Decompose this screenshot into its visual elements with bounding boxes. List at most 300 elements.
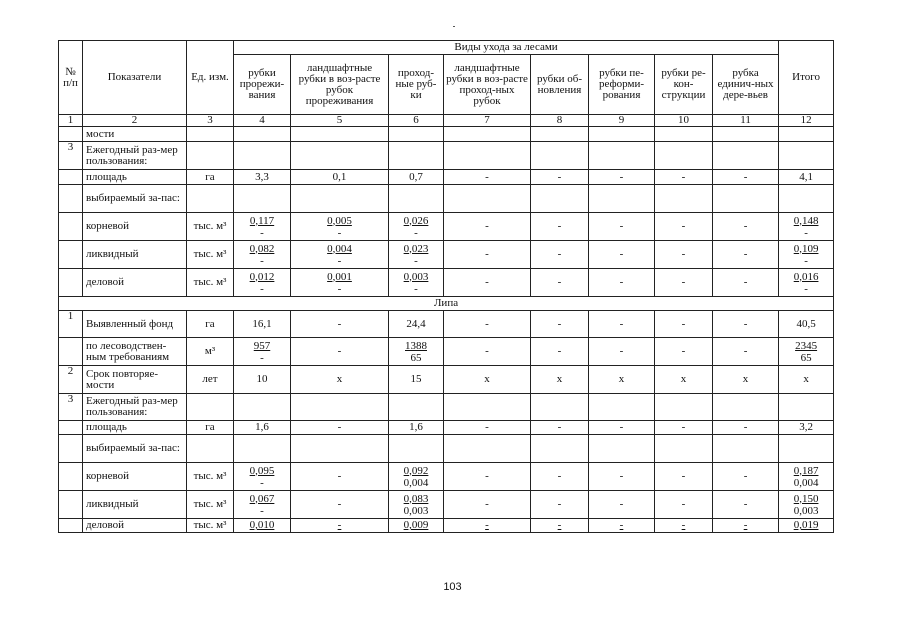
indicator-cell: ликвидный bbox=[83, 241, 187, 269]
value-cell: х bbox=[713, 366, 779, 394]
value-numerator: 0,003 bbox=[403, 270, 429, 283]
row-number bbox=[59, 269, 83, 297]
value-cell bbox=[234, 185, 291, 213]
value-fraction bbox=[795, 340, 817, 364]
value-denominator: - bbox=[804, 226, 808, 239]
unit-cell: тыс. м³ bbox=[187, 269, 234, 297]
value-cell: - bbox=[589, 170, 655, 185]
value-cell bbox=[589, 435, 655, 463]
value-numerator: 0,010 bbox=[249, 519, 275, 531]
value-fraction bbox=[794, 215, 819, 239]
value-cell: - bbox=[531, 241, 589, 269]
value-cell bbox=[444, 435, 531, 463]
value-cell bbox=[234, 142, 291, 170]
value-fraction bbox=[404, 493, 429, 517]
value-numerator: 0,109 bbox=[793, 242, 819, 255]
indicator-cell: Ежегодный раз-мер пользования: bbox=[83, 142, 187, 170]
value-cell bbox=[779, 435, 834, 463]
value-cell bbox=[389, 127, 444, 142]
unit-cell: га bbox=[187, 421, 234, 435]
value-numerator: 0,012 bbox=[249, 270, 275, 283]
value-cell: - bbox=[291, 463, 389, 491]
value-cell: - bbox=[444, 338, 531, 366]
value-denominator: 65 bbox=[800, 351, 812, 364]
value-cell: - bbox=[655, 170, 713, 185]
row-number bbox=[59, 127, 83, 142]
column-number: 7 bbox=[444, 115, 531, 127]
value-cell bbox=[779, 241, 834, 269]
value-cell: - bbox=[589, 241, 655, 269]
unit-cell bbox=[187, 185, 234, 213]
value-cell: 4,1 bbox=[779, 170, 834, 185]
value-numerator: 0,082 bbox=[249, 242, 275, 255]
header-indicator: Показатели bbox=[83, 41, 187, 115]
value-numerator: 0,067 bbox=[249, 492, 275, 505]
value-fraction bbox=[250, 493, 275, 517]
value-cell bbox=[234, 435, 291, 463]
value-numerator: 0,001 bbox=[327, 270, 352, 283]
row-number bbox=[59, 170, 83, 185]
value-numerator: 0,083 bbox=[403, 492, 429, 505]
value-cell bbox=[589, 519, 655, 533]
value-cell: - bbox=[444, 421, 531, 435]
value-denominator: - bbox=[337, 226, 342, 239]
value-cell bbox=[291, 213, 389, 241]
value-cell: - bbox=[713, 241, 779, 269]
column-number: 12 bbox=[779, 115, 834, 127]
value-denominator: - bbox=[804, 254, 808, 267]
header-care-type: проход-ные руб-ки bbox=[389, 55, 444, 115]
value-cell: 10 bbox=[234, 366, 291, 394]
value-cell: - bbox=[531, 421, 589, 435]
value-cell bbox=[655, 185, 713, 213]
table-row bbox=[59, 213, 834, 241]
value-cell: х bbox=[589, 366, 655, 394]
table-row bbox=[59, 435, 834, 463]
value-cell bbox=[713, 435, 779, 463]
indicator-cell: Ежегодный раз-мер пользования: bbox=[83, 394, 187, 421]
value-denominator: 0,004 bbox=[793, 476, 819, 489]
value-denominator: - bbox=[337, 254, 342, 267]
value-cell bbox=[779, 463, 834, 491]
value-cell bbox=[779, 269, 834, 297]
row-number: 2 bbox=[59, 366, 83, 394]
value-denominator: - bbox=[260, 504, 264, 517]
value-fraction bbox=[250, 465, 275, 489]
indicator-cell: корневой bbox=[83, 213, 187, 241]
value-cell bbox=[713, 185, 779, 213]
value-cell bbox=[531, 185, 589, 213]
header-total: Итого bbox=[779, 41, 834, 115]
header-care-type: рубки ре-кон-струкции bbox=[655, 55, 713, 115]
indicator-cell: площадь bbox=[83, 170, 187, 185]
header-unit: Ед. изм. bbox=[187, 41, 234, 115]
value-cell: - bbox=[291, 338, 389, 366]
value-cell: - bbox=[655, 311, 713, 338]
row-number bbox=[59, 463, 83, 491]
unit-cell bbox=[187, 142, 234, 170]
value-denominator: 0,003 bbox=[403, 504, 429, 517]
value-cell bbox=[589, 142, 655, 170]
table-row bbox=[59, 311, 834, 338]
value-cell: - bbox=[444, 311, 531, 338]
value-cell bbox=[389, 185, 444, 213]
value-cell: - bbox=[291, 311, 389, 338]
value-fraction bbox=[794, 493, 819, 517]
indicator-cell: корневой bbox=[83, 463, 187, 491]
unit-cell: тыс. м³ bbox=[187, 213, 234, 241]
value-cell: 1,6 bbox=[389, 421, 444, 435]
value-denominator: - bbox=[260, 476, 264, 489]
value-numerator: 1388 bbox=[405, 339, 427, 352]
column-number: 10 bbox=[655, 115, 713, 127]
value-cell: - bbox=[444, 491, 531, 519]
value-cell: х bbox=[444, 366, 531, 394]
value-cell bbox=[655, 127, 713, 142]
value-cell: - bbox=[655, 241, 713, 269]
value-numerator: 0,004 bbox=[327, 242, 352, 255]
value-cell: 0,7 bbox=[389, 170, 444, 185]
unit-cell: лет bbox=[187, 366, 234, 394]
value-cell bbox=[713, 394, 779, 421]
value-denominator: - bbox=[260, 282, 264, 295]
value-fraction bbox=[254, 340, 271, 364]
column-number: 8 bbox=[531, 115, 589, 127]
value-cell bbox=[655, 394, 713, 421]
value-denominator: 65 bbox=[410, 351, 422, 364]
value-fraction bbox=[250, 215, 274, 239]
value-numerator: 0,005 bbox=[327, 214, 352, 227]
value-denominator: 0,004 bbox=[403, 476, 429, 489]
value-cell bbox=[444, 519, 531, 533]
value-cell: - bbox=[444, 269, 531, 297]
row-number: 3 bbox=[59, 142, 83, 170]
unit-cell bbox=[187, 127, 234, 142]
value-cell bbox=[291, 241, 389, 269]
value-fraction bbox=[327, 271, 352, 295]
value-cell bbox=[291, 519, 389, 533]
value-fraction bbox=[405, 340, 427, 364]
section-row bbox=[59, 297, 834, 311]
value-numerator: 0,026 bbox=[403, 214, 429, 227]
value-numerator: 957 bbox=[253, 339, 271, 352]
value-cell: - bbox=[444, 463, 531, 491]
value-cell bbox=[234, 491, 291, 519]
value-cell: - bbox=[589, 463, 655, 491]
value-fraction bbox=[404, 271, 429, 295]
value-cell bbox=[589, 394, 655, 421]
value-cell: - bbox=[713, 491, 779, 519]
row-number bbox=[59, 213, 83, 241]
value-cell bbox=[779, 519, 834, 533]
value-cell bbox=[389, 519, 444, 533]
value-cell: 0,1 bbox=[291, 170, 389, 185]
table-row bbox=[59, 241, 834, 269]
value-cell bbox=[589, 127, 655, 142]
value-numerator: 0,016 bbox=[793, 270, 819, 283]
value-denominator: - bbox=[414, 226, 418, 239]
value-cell bbox=[531, 435, 589, 463]
value-fraction bbox=[794, 465, 819, 489]
indicator-cell: выбираемый за-пас: bbox=[83, 435, 187, 463]
value-cell: - bbox=[589, 421, 655, 435]
indicator-cell: по лесоводствен-ным требованиям bbox=[83, 338, 187, 366]
unit-cell: тыс. м³ bbox=[187, 463, 234, 491]
value-cell: - bbox=[655, 269, 713, 297]
value-cell: 40,5 bbox=[779, 311, 834, 338]
unit-cell: га bbox=[187, 170, 234, 185]
value-cell bbox=[291, 185, 389, 213]
value-cell bbox=[389, 241, 444, 269]
header-care-type: рубка единич-ных дере-вьев bbox=[713, 55, 779, 115]
value-cell: 24,4 bbox=[389, 311, 444, 338]
value-cell: 15 bbox=[389, 366, 444, 394]
value-cell: - bbox=[713, 311, 779, 338]
value-cell: - bbox=[655, 491, 713, 519]
column-number: 5 bbox=[291, 115, 389, 127]
value-cell bbox=[389, 491, 444, 519]
value-cell bbox=[779, 338, 834, 366]
value-cell: - bbox=[589, 311, 655, 338]
table-row bbox=[59, 338, 834, 366]
unit-cell: тыс. м³ bbox=[187, 491, 234, 519]
value-cell: х bbox=[291, 366, 389, 394]
value-cell bbox=[389, 142, 444, 170]
value-cell bbox=[389, 213, 444, 241]
value-cell bbox=[444, 185, 531, 213]
value-cell: - bbox=[713, 463, 779, 491]
value-fraction bbox=[327, 243, 352, 267]
row-number: 1 bbox=[59, 311, 83, 338]
value-denominator: - bbox=[414, 254, 418, 267]
value-cell: - bbox=[589, 269, 655, 297]
value-denominator: - bbox=[337, 282, 342, 295]
value-cell bbox=[234, 269, 291, 297]
unit-cell: га bbox=[187, 311, 234, 338]
header-care-type: рубки пе-реформи-рования bbox=[589, 55, 655, 115]
value-cell: - bbox=[531, 463, 589, 491]
row-number bbox=[59, 185, 83, 213]
value-numerator: - bbox=[557, 519, 562, 531]
value-cell bbox=[779, 142, 834, 170]
value-fraction bbox=[404, 215, 429, 239]
value-cell bbox=[389, 269, 444, 297]
value-numerator: 0,148 bbox=[793, 214, 819, 227]
value-fraction bbox=[794, 271, 819, 295]
value-fraction bbox=[250, 271, 275, 295]
value-cell: - bbox=[655, 338, 713, 366]
value-numerator: 0,009 bbox=[403, 519, 429, 531]
column-number: 9 bbox=[589, 115, 655, 127]
value-numerator: - bbox=[681, 519, 686, 531]
value-cell: - bbox=[713, 213, 779, 241]
header-care-type: ландшафтные рубки в воз-расте рубок прореживания bbox=[291, 55, 389, 115]
value-cell: - bbox=[589, 338, 655, 366]
value-cell bbox=[234, 127, 291, 142]
header-care-types-group: Виды ухода за лесами bbox=[234, 41, 779, 55]
indicator-cell: деловой bbox=[83, 269, 187, 297]
value-cell: 1,6 bbox=[234, 421, 291, 435]
row-number: 3 bbox=[59, 394, 83, 421]
value-numerator: - bbox=[743, 519, 748, 531]
value-numerator: 0,095 bbox=[249, 464, 275, 477]
header-care-type: ландшафтные рубки в воз-расте проход-ных рубок bbox=[444, 55, 531, 115]
row-number bbox=[59, 491, 83, 519]
value-cell: - bbox=[291, 421, 389, 435]
value-cell: 16,1 bbox=[234, 311, 291, 338]
value-cell bbox=[713, 519, 779, 533]
value-fraction bbox=[250, 243, 275, 267]
value-cell bbox=[713, 142, 779, 170]
header-no: № п/п bbox=[59, 41, 83, 115]
column-number: 2 bbox=[83, 115, 187, 127]
value-cell: - bbox=[713, 421, 779, 435]
value-cell bbox=[389, 463, 444, 491]
value-cell: - bbox=[444, 170, 531, 185]
table-row bbox=[59, 142, 834, 170]
value-cell: - bbox=[531, 170, 589, 185]
header-care-type: рубки об-новления bbox=[531, 55, 589, 115]
value-cell: - bbox=[655, 213, 713, 241]
value-cell: - bbox=[713, 269, 779, 297]
value-cell bbox=[779, 127, 834, 142]
value-cell bbox=[713, 127, 779, 142]
unit-cell: м³ bbox=[187, 338, 234, 366]
value-cell: - bbox=[713, 338, 779, 366]
indicator-cell: Срок повторяе-мости bbox=[83, 366, 187, 394]
value-cell bbox=[589, 185, 655, 213]
scan-speck bbox=[453, 26, 455, 27]
value-cell: - bbox=[531, 338, 589, 366]
value-cell: 3,2 bbox=[779, 421, 834, 435]
value-cell bbox=[291, 394, 389, 421]
indicator-cell: мости bbox=[83, 127, 187, 142]
value-cell: - bbox=[531, 311, 589, 338]
table-row bbox=[59, 185, 834, 213]
indicator-cell: деловой bbox=[83, 519, 187, 533]
column-number: 3 bbox=[187, 115, 234, 127]
value-fraction bbox=[404, 465, 429, 489]
value-cell: х bbox=[779, 366, 834, 394]
value-cell: - bbox=[531, 213, 589, 241]
value-cell bbox=[779, 185, 834, 213]
value-cell bbox=[531, 394, 589, 421]
value-numerator: 0,150 bbox=[793, 492, 819, 505]
value-denominator: - bbox=[260, 254, 264, 267]
value-cell: х bbox=[655, 366, 713, 394]
value-cell: - bbox=[589, 491, 655, 519]
column-number: 1 bbox=[59, 115, 83, 127]
value-cell bbox=[444, 142, 531, 170]
value-cell bbox=[779, 394, 834, 421]
unit-cell bbox=[187, 394, 234, 421]
value-cell bbox=[444, 394, 531, 421]
value-cell bbox=[389, 394, 444, 421]
table-row bbox=[59, 463, 834, 491]
value-fraction bbox=[404, 243, 429, 267]
value-numerator: 2345 bbox=[795, 339, 818, 352]
value-numerator: 0,092 bbox=[403, 464, 429, 477]
row-number bbox=[59, 435, 83, 463]
value-cell bbox=[291, 142, 389, 170]
forest-care-table bbox=[58, 40, 834, 533]
value-cell: - bbox=[444, 241, 531, 269]
value-cell bbox=[655, 435, 713, 463]
value-cell bbox=[655, 519, 713, 533]
section-title: Липа bbox=[59, 297, 834, 311]
indicator-cell: ликвидный bbox=[83, 491, 187, 519]
value-denominator: - bbox=[414, 282, 418, 295]
header-care-type: рубки прорежи-вания bbox=[234, 55, 291, 115]
value-cell: - bbox=[655, 463, 713, 491]
value-cell bbox=[655, 142, 713, 170]
value-cell: - bbox=[531, 491, 589, 519]
value-cell bbox=[779, 491, 834, 519]
indicator-cell: выбираемый за-пас: bbox=[83, 185, 187, 213]
value-cell bbox=[531, 142, 589, 170]
page-number: 103 bbox=[443, 581, 462, 593]
value-denominator: - bbox=[804, 282, 808, 295]
table-row bbox=[59, 519, 834, 533]
value-cell: 3,3 bbox=[234, 170, 291, 185]
unit-cell bbox=[187, 435, 234, 463]
value-cell bbox=[779, 213, 834, 241]
value-cell: - bbox=[444, 213, 531, 241]
row-number bbox=[59, 421, 83, 435]
value-cell bbox=[444, 127, 531, 142]
indicator-cell: Выявленный фонд bbox=[83, 311, 187, 338]
value-cell bbox=[234, 394, 291, 421]
value-numerator: 0,187 bbox=[793, 464, 819, 477]
value-cell bbox=[389, 435, 444, 463]
value-cell: - bbox=[655, 421, 713, 435]
value-denominator: 0,003 bbox=[793, 504, 819, 517]
table-row bbox=[59, 269, 834, 297]
value-cell: - bbox=[713, 170, 779, 185]
value-cell bbox=[531, 519, 589, 533]
table-row bbox=[59, 170, 834, 185]
table-row bbox=[59, 421, 834, 435]
value-cell bbox=[234, 463, 291, 491]
value-denominator: - bbox=[260, 351, 264, 364]
value-cell: - bbox=[531, 269, 589, 297]
value-cell: - bbox=[291, 491, 389, 519]
value-cell bbox=[291, 435, 389, 463]
column-number: 11 bbox=[713, 115, 779, 127]
value-cell bbox=[291, 269, 389, 297]
value-numerator: - bbox=[619, 519, 624, 531]
value-cell bbox=[234, 338, 291, 366]
row-number bbox=[59, 241, 83, 269]
row-number bbox=[59, 338, 83, 366]
value-denominator: - bbox=[260, 226, 264, 239]
value-cell bbox=[531, 127, 589, 142]
value-cell bbox=[234, 241, 291, 269]
value-numerator: 0,023 bbox=[403, 242, 429, 255]
value-numerator: 0,019 bbox=[793, 519, 819, 531]
value-cell: х bbox=[531, 366, 589, 394]
value-cell bbox=[234, 519, 291, 533]
value-cell: - bbox=[589, 213, 655, 241]
unit-cell: тыс. м³ bbox=[187, 241, 234, 269]
value-numerator: - bbox=[337, 519, 342, 531]
unit-cell: тыс. м³ bbox=[187, 519, 234, 533]
table-row bbox=[59, 127, 834, 142]
value-numerator: - bbox=[485, 519, 489, 531]
row-number bbox=[59, 519, 83, 533]
value-cell bbox=[291, 127, 389, 142]
table-row bbox=[59, 366, 834, 394]
